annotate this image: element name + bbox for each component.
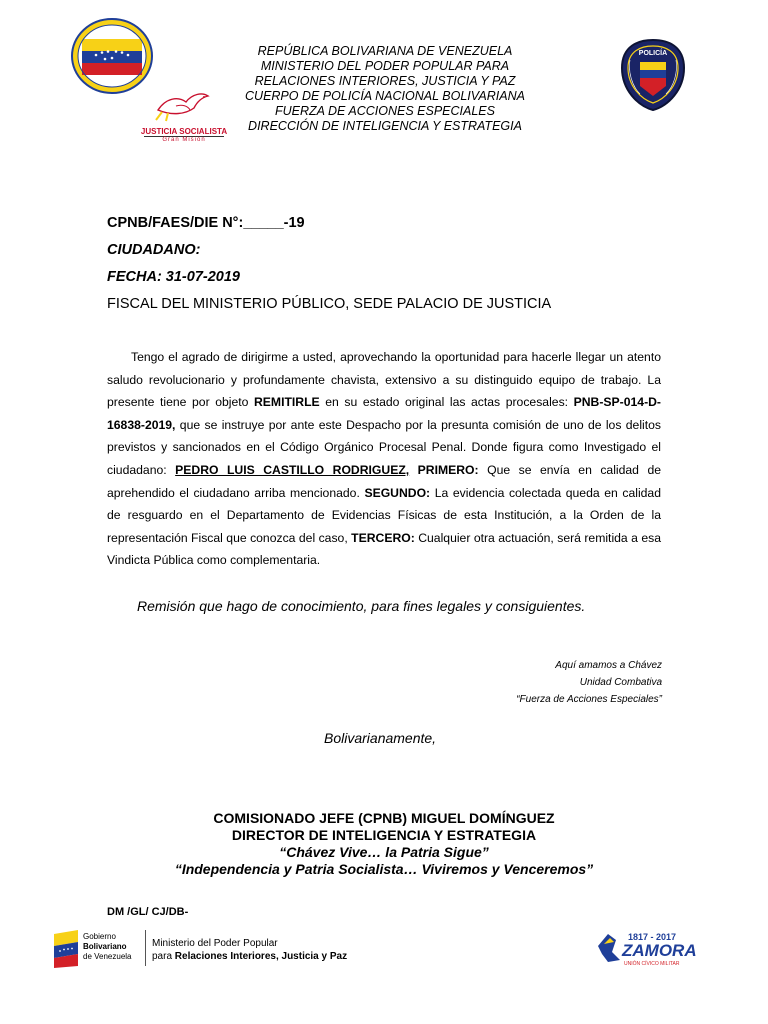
signer-title: DIRECTOR DE INTELIGENCIA Y ESTRATEGIA [231, 827, 537, 843]
gobierno-bolivariano-text [83, 932, 132, 962]
footer-divider [145, 930, 146, 966]
js-logo-title: JUSTICIA SOCIALISTA [140, 127, 228, 136]
remission-statement: Remisión que hago de conocimiento, para fines legales y consiguientes. [137, 598, 586, 614]
unit-motto [440, 657, 662, 708]
letterhead-line-5: FUERZA DE ACCIONES ESPECIALES [275, 104, 495, 118]
venezuela-flag-logo [50, 928, 82, 968]
zamora-years: 1817 - 2017 [628, 932, 677, 942]
signer-name: COMISIONADO JEFE (CPNB) MIGUEL DOMÍNGUEZ [213, 810, 555, 826]
letterhead-line-2: MINISTERIO DEL PODER POPULAR PARA [260, 59, 510, 73]
motto-line-1: Aquí amamos a Chávez [555, 660, 662, 671]
signature-block [120, 810, 648, 878]
dove-icon [136, 88, 228, 122]
document-initials: DM /GL/ CJ/DB- [107, 906, 189, 918]
letterhead-line-3: RELACIONES INTERIORES, JUSTICIA Y PAZ [254, 74, 516, 88]
body-paragraph: Tengo el agrado de dirigirme a usted, aprovechando la oportunidad para hacerle llegar un atento saludo revolucionario y profundamente chavista, extensivo a su distinguido equipo de trabajo. La presente tiene por objeto REMITIRLE en su estado original las actas procesales: PNB-SP-014-D-16838-2019, que se instruye por ante este Despacho por la presunta comisión de uno de los delitos previstos y sancionados en el Código Orgánico Procesal Penal. Donde figura como Investigado el ciudadano: PEDRO LUIS CASTILLO RODRIGUEZ, PRIMERO: Que se envía en calidad de aprehendido el ciudadano arriba mencionado. SEGUNDO: La evidencia colectada queda en calidad de resguardo en el Departamento de Evidencias Físicas de esta Institución, a la Orden de la representación Fiscal que conozca del caso, TERCERO: Cualquier otra actuación, será remitida a esa Vindicta Pública como complementaria. [107, 350, 662, 568]
signature-motto-2: “Independencia y Patria Socialista… Viviremos y Venceremos” [174, 861, 594, 877]
reference-number: CPNB/FAES/DIE N°:_____-19 [107, 215, 305, 231]
letter-body [107, 346, 661, 572]
justicia-socialista-logo [136, 88, 228, 143]
zamora-name: ZAMORA [622, 941, 697, 960]
recipient-office: FISCAL DEL MINISTERIO PÚBLICO, SEDE PALACIO DE JUSTICIA [107, 296, 552, 312]
js-logo-subtitle: Gran Misión [144, 136, 224, 144]
signature-motto-1: “Chávez Vive… la Patria Sigue” [279, 844, 489, 860]
letterhead-line-6: DIRECCIÓN DE INTELIGENCIA Y ESTRATEGIA [248, 119, 522, 133]
document-date: FECHA: 31-07-2019 [107, 269, 240, 285]
zamora-logo [594, 926, 704, 970]
ministry-line-2: para Relaciones Interiores, Justicia y Paz [152, 951, 348, 962]
zamora-subtitle: UNIÓN CÍVICO MILITAR [624, 961, 680, 967]
letterhead [220, 44, 550, 134]
letterhead-line-1: REPÚBLICA BOLIVARIANA DE VENEZUELA [257, 44, 513, 58]
gob-line-3: de Venezuela [83, 952, 132, 961]
motto-line-2: Unidad Combativa [579, 677, 662, 688]
closing-salutation: Bolivarianamente, [324, 730, 437, 746]
badge-top-text: POLICÍA [638, 50, 668, 57]
letterhead-line-4: CUERPO DE POLICÍA NACIONAL BOLIVARIANA [245, 89, 525, 103]
gob-line-1: Gobierno [83, 932, 116, 941]
ministry-seal-logo [70, 17, 154, 95]
investigated-name: PEDRO LUIS CASTILLO RODRIGUEZ, [175, 462, 410, 477]
footer-ministry [152, 937, 347, 963]
gob-line-2: Bolivariano [83, 942, 127, 951]
police-badge-logo [618, 38, 688, 112]
recipient-label: CIUDADANO: [107, 242, 201, 258]
motto-line-3: “Fuerza de Acciones Especiales” [516, 694, 662, 705]
ministry-line-1: Ministerio del Poder Popular [152, 938, 278, 949]
